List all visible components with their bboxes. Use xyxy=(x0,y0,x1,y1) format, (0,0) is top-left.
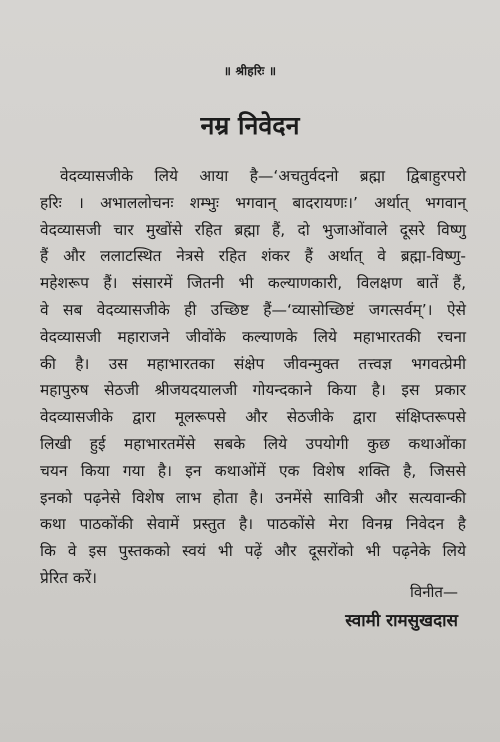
text-line: वेदव्यासजी चार मुखोंसे रहित ब्रह्मा हैं, दो भुजाओंवाले दूसरे विष्णु xyxy=(40,220,466,239)
signatory-name: स्वामी रामसुखदास xyxy=(345,611,458,631)
text-line: वेदव्यासजीके द्वारा मूलरूपसे और सेठजीके द्वारा संक्षिप्तरूपसे xyxy=(40,408,466,427)
text-line: इनको पढ़नेसे विशेष लाभ होता है। उनमेंसे सावित्री और सत्यवान्की xyxy=(40,488,466,507)
text-line: कि वे इस पुस्तकको स्वयं भी पढ़ें और दूसरोंको भी पढ़नेके लिये xyxy=(40,542,466,561)
text-line: हरिः । अभाललोचनः शम्भुः भगवान् बादरायणः।’ अर्थात् भगवान् xyxy=(40,193,466,212)
text-line: वेदव्यासजीके लिये आया है—‘अचतुर्वदनो ब्रह्मा द्विबाहुरपरो xyxy=(60,167,466,185)
text-line: महेशरूप हैं। संसारमें जितनी भी कल्याणकारी, विलक्षण बातें हैं, xyxy=(40,274,466,293)
text-line: महापुरुष सेठजी श्रीजयदयालजी गोयन्दकाने किया है। इस प्रकार xyxy=(40,381,466,400)
invocation-header: ॥ श्रीहरिः ॥ xyxy=(223,64,277,78)
body-text xyxy=(40,163,466,592)
text-line: वे सब वेदव्यासजीके ही उच्छिष्ट हैं—‘व्यासोच्छिष्टं जगत्सर्वम्’। ऐसे xyxy=(40,300,466,319)
page-title: नम्र निवेदन xyxy=(200,111,300,140)
closing-label: विनीत— xyxy=(410,583,458,601)
text-line: की है। उस महाभारतका संक्षेप जीवन्मुक्त तत्त्वज्ञ भगवत्प्रेमी xyxy=(40,354,466,373)
paragraph xyxy=(40,163,466,592)
text-line: वेदव्यासजी महाराजने जीवोंके कल्याणके लिये महाभारतकी रचना xyxy=(40,327,466,346)
text-line: कथा पाठकोंकी सेवामें प्रस्तुत है। पाठकोंसे मेरा विनम्र निवेदन है xyxy=(40,515,466,534)
text-line: प्रेरित करें। xyxy=(40,568,98,587)
text-line: चयन किया गया है। इन कथाओंमें एक विशेष शक्ति है, जिससे xyxy=(40,461,466,480)
text-line: हैं और ललाटस्थित नेत्रसे रहित शंकर हैं अर्थात् वे ब्रह्मा-विष्णु- xyxy=(40,247,466,266)
text-line: लिखी हुई महाभारतमेंसे सबके लिये उपयोगी कुछ कथाओंका xyxy=(40,434,466,453)
